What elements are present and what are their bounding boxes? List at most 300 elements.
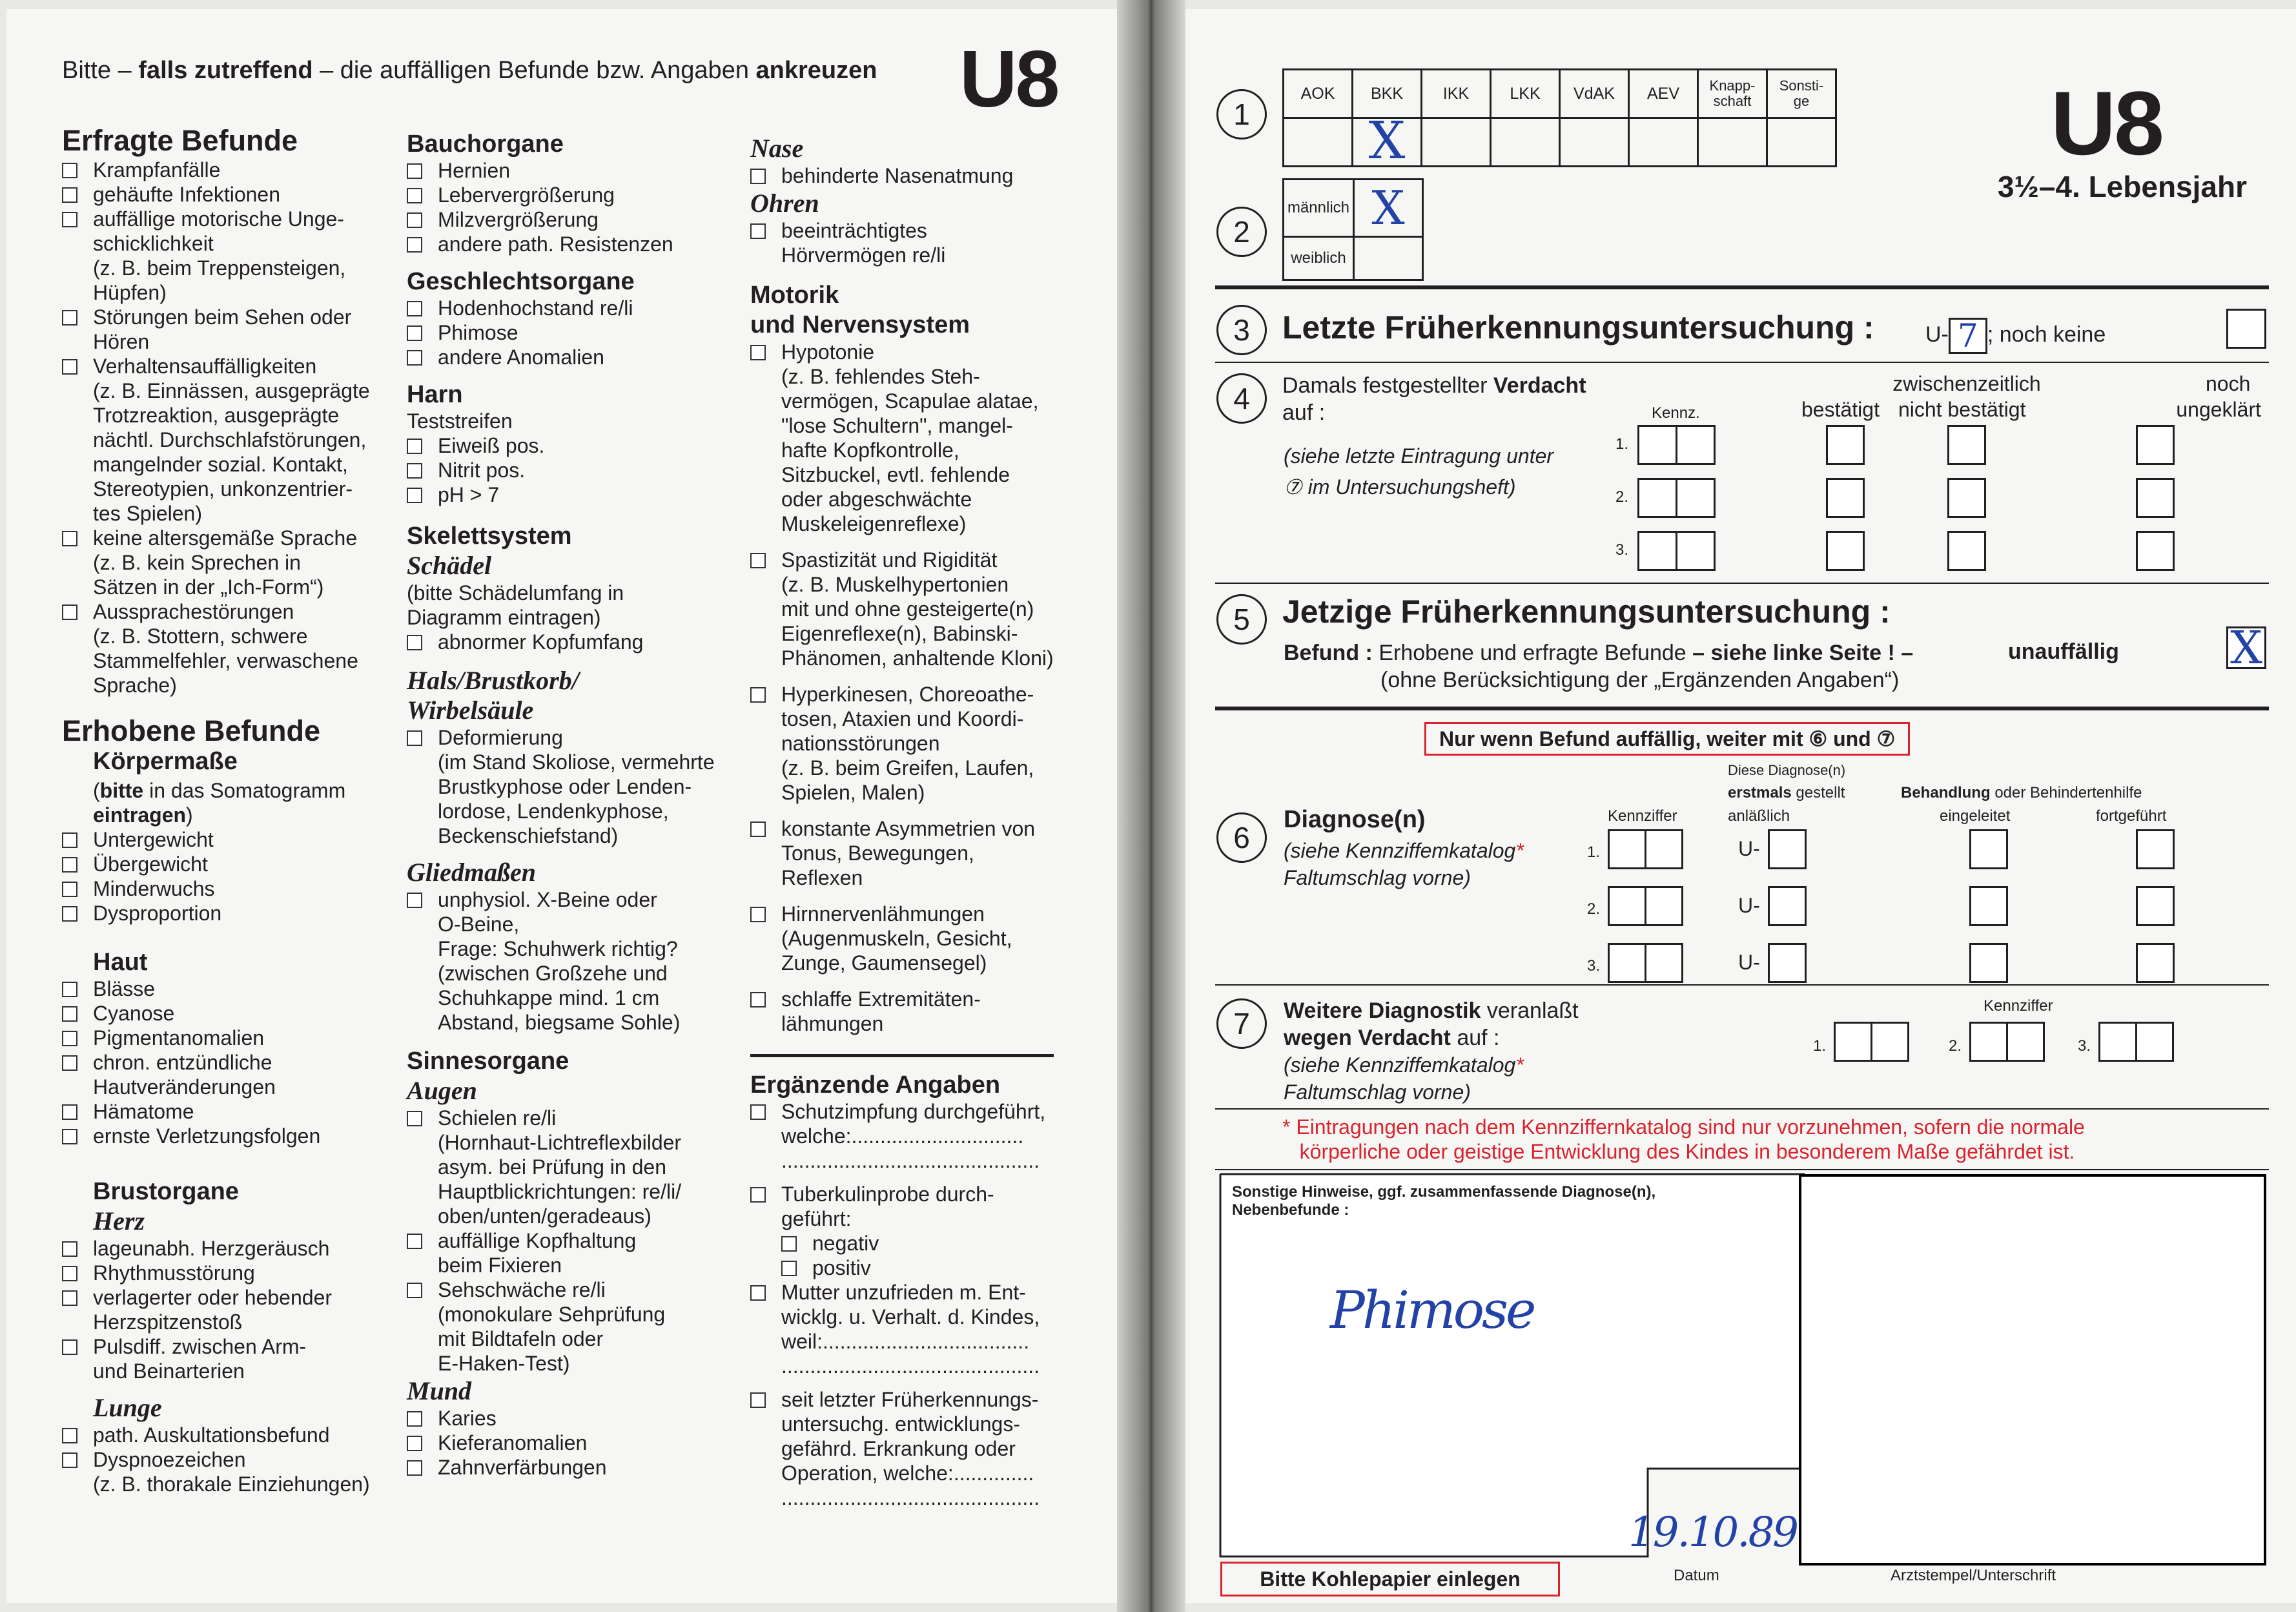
insurer-label: Sonsti- ge — [1767, 70, 1836, 118]
s4-row-number: 1. — [1615, 435, 1629, 453]
sonstige-border — [1220, 1174, 1804, 1556]
checkbox-item[interactable] — [407, 482, 743, 507]
checkbox-item[interactable] — [750, 340, 1099, 536]
s6-row-number: 3. — [1587, 957, 1601, 975]
checkbox-label: Karies — [438, 1407, 497, 1430]
column-2 — [407, 130, 743, 1480]
koerper-list — [62, 827, 398, 925]
checkbox-label: Minderwuchs — [93, 877, 215, 900]
s6-kennziffer: Kennziffer — [1608, 807, 1677, 825]
checkbox-item[interactable] — [407, 725, 743, 848]
checkbox-item[interactable] — [407, 296, 743, 320]
column-1 — [62, 124, 398, 1496]
checkbox[interactable] — [407, 730, 422, 746]
s6-u-label: U- — [1738, 951, 1760, 974]
checkbox[interactable] — [750, 553, 766, 568]
checkbox[interactable] — [62, 1266, 77, 1281]
s7-kennziffer-box-b[interactable] — [1871, 1022, 1909, 1062]
checkbox[interactable] — [62, 212, 77, 227]
harn-title: Harn — [407, 381, 463, 408]
checkbox-item[interactable] — [407, 630, 743, 654]
hals-list — [407, 725, 743, 848]
motorik-title: Motorik und Nervensystem — [750, 282, 970, 338]
sonstige-label: Sonstige Hinweise, ggf. zusammenfassende Diagnose(n), Nebenbefunde : — [1232, 1183, 1656, 1219]
checkbox[interactable] — [750, 1392, 766, 1408]
checkbox-label: Aussprachestörungen (z. B. Stottern, schwere Stammelfehler, verwaschene Sprache) — [93, 600, 358, 697]
ergaenzend-title: Ergänzende Angaben — [750, 1071, 1001, 1099]
checkbox[interactable] — [62, 187, 77, 203]
checkbox-item[interactable] — [407, 1228, 743, 1277]
checkbox[interactable] — [407, 463, 422, 479]
insurer-box[interactable] — [1629, 118, 1698, 167]
section-4-number: 4 — [1216, 373, 1267, 424]
s6-erstmals: erstmals gestellt — [1728, 784, 1845, 801]
checkbox-item[interactable] — [407, 433, 743, 458]
instruction-line: Bitte – falls zutreffend – die auffälligen Befunde bzw. Angaben ankreuzen — [62, 57, 877, 84]
checkbox[interactable] — [62, 1129, 77, 1144]
sinnes-title: Sinnesorgane — [407, 1048, 569, 1075]
checkbox-label: chron. entzündliche Hautveränderungen — [93, 1051, 276, 1099]
gender-male-label: männlich — [1284, 180, 1354, 237]
insurer-box[interactable] — [1767, 118, 1836, 167]
checkbox[interactable] — [750, 1104, 766, 1120]
glied-list — [407, 887, 743, 1035]
section-1-number: 1 — [1216, 89, 1267, 140]
checkbox-item[interactable] — [62, 158, 398, 182]
date-value: 19.10.89 — [1628, 1509, 1797, 1556]
checkbox-label: Phimose — [438, 321, 518, 344]
checkbox-item[interactable] — [62, 1026, 398, 1050]
checkbox-item[interactable] — [781, 1256, 1099, 1280]
harn-list — [407, 433, 743, 507]
checkbox-item[interactable] — [407, 320, 743, 345]
checkbox-label: negativ — [812, 1232, 879, 1255]
checkbox-label: Schielen re/li (Hornhaut-Lichtreflexbilder asym. bei Prüfung in den Hauptblickrichtungen: re/li/ oben/unten/geradeaus) — [438, 1106, 682, 1228]
checkbox-label: Mutter unzufrieden m. Ent- wicklg. u. Verhalt. d. Kindes, weil:.................................... ............................................. — [781, 1281, 1040, 1378]
insurer-label: AEV — [1629, 70, 1698, 118]
insurer-label: AOK — [1284, 70, 1353, 118]
insurer-box[interactable] — [1284, 118, 1353, 167]
s5-unauffaellig-checkbox[interactable] — [2226, 621, 2266, 674]
s4-status-checkbox[interactable] — [2136, 478, 2175, 518]
checkbox-item[interactable] — [407, 232, 743, 256]
checkbox[interactable] — [62, 1339, 77, 1355]
checkbox-label: Pulsdiff. zwischen Arm- und Beinarterien — [93, 1335, 307, 1383]
checkbox-item[interactable] — [62, 1050, 398, 1099]
s6-note: (siehe Kennziffemkatalog* Faltumschlag vorne) — [1284, 839, 1524, 889]
checkbox[interactable] — [62, 359, 77, 375]
koerper-title: Körpermaße — [93, 748, 238, 775]
checkbox-item[interactable] — [750, 548, 1099, 670]
checkbox-label: Dyspnoezeichen — [93, 1448, 246, 1471]
nase-list — [750, 163, 1099, 188]
s7-kennziffer-box-a[interactable] — [1834, 1022, 1872, 1062]
checkbox[interactable] — [407, 1411, 422, 1427]
s6-kennziffer-box-a[interactable] — [1608, 829, 1646, 869]
s7-row-number: 3. — [2078, 1037, 2091, 1055]
checkbox-item[interactable] — [407, 1431, 743, 1455]
checkbox-item[interactable] — [62, 526, 398, 599]
s4-kennz-box-b[interactable] — [1676, 531, 1716, 571]
s7-note: (siehe Kennziffemkatalog* Faltumschlag vorne) — [1284, 1053, 1524, 1104]
checkbox-label: keine altersgemäße Sprache (z. B. kein Sprechen in Sätzen in der „Ich-Form“) — [93, 526, 358, 599]
s4-status-checkbox[interactable] — [1947, 478, 1986, 518]
checkbox-label: gehäufte Infektionen — [93, 183, 281, 206]
checkbox[interactable] — [407, 1111, 422, 1126]
tb-sublist — [750, 1231, 1099, 1280]
herz-list — [62, 1236, 398, 1383]
geschlecht-list — [407, 296, 743, 369]
augen-list — [407, 1106, 743, 1376]
checkbox-item[interactable] — [62, 599, 398, 698]
s4-col-header: zwischenzeitlich — [1892, 372, 2041, 395]
checkbox-label: ernste Verletzungsfolgen — [93, 1124, 321, 1148]
checkbox-label: Verhaltensauffälligkeiten (z. B. Einnässen, ausgeprägte Trotzreaktion, ausgeprägte nächtl. Durchschlafstörungen, mangelnder sozial. Kontakt, Stereotypien, unkonzentrier- tes Spielen) — [93, 355, 370, 525]
checkbox-label: beeinträchtigtes Hörvermögen re/li — [781, 219, 946, 267]
insurer-table — [1282, 68, 1837, 170]
checkbox-item[interactable] — [62, 354, 398, 526]
checkbox-label: abnormer Kopfumfang — [438, 630, 644, 654]
checkbox[interactable] — [62, 982, 77, 997]
checkbox-label: Spastizität und Rigidität (z. B. Muskelhypertonien mit und ohne gesteigerte(n) Eigenreflexe(n), Babinski- Phänomen, anhaltende Kloni) — [781, 548, 1054, 670]
nase-title: Nase — [750, 134, 804, 163]
checkbox-label: Rhythmusstörung — [93, 1261, 255, 1285]
checkbox[interactable] — [62, 1104, 77, 1120]
left-page — [6, 9, 1117, 1603]
insurer-check-row — [1284, 118, 1836, 167]
checkbox[interactable] — [62, 1241, 77, 1257]
checkbox-item[interactable] — [407, 183, 743, 207]
s4-status-checkbox[interactable] — [1826, 531, 1865, 571]
checkbox-item[interactable] — [407, 345, 743, 369]
s7-heading: Weitere Diagnostik veranlaßt wegen Verdacht auf : — [1284, 998, 1579, 1050]
s4-heading: Damals festgestellter Verdacht auf : — [1282, 373, 1586, 425]
s4-kennz-box-a[interactable] — [1637, 425, 1677, 465]
checkbox[interactable] — [62, 832, 77, 848]
koerper-note: (bitte in das Somatogramm eintragen) — [93, 779, 346, 827]
checkbox-item[interactable] — [407, 1406, 743, 1431]
checkbox[interactable] — [62, 906, 77, 922]
s3-none-checkbox[interactable] — [2226, 309, 2266, 349]
checkbox-item[interactable] — [62, 1334, 398, 1383]
checkbox[interactable] — [750, 992, 766, 1008]
checkbox[interactable] — [407, 439, 422, 454]
checkbox-item[interactable] — [750, 1387, 1099, 1510]
checkbox-item[interactable] — [407, 207, 743, 232]
checkbox-item[interactable] — [407, 1277, 743, 1376]
checkbox-label: Sehschwäche re/li (monokulare Sehprüfung mit Bildtafeln oder E-Haken-Test) — [438, 1278, 666, 1375]
s6-u-box[interactable] — [1768, 886, 1807, 926]
ohren-list — [750, 218, 1099, 267]
checkbox-item[interactable] — [407, 158, 743, 183]
schaedel-list — [407, 630, 743, 654]
checkbox[interactable] — [407, 350, 422, 366]
s7-kennziffer: Kennziffer — [1983, 997, 2053, 1015]
checkbox-label: Blässe — [93, 977, 156, 1000]
checkbox[interactable] — [407, 635, 422, 650]
checkbox[interactable] — [62, 1055, 77, 1071]
haut-title: Haut — [93, 949, 148, 976]
checkbox[interactable] — [407, 1460, 422, 1476]
ohren-title: Ohren — [750, 189, 819, 218]
s6-row-number: 1. — [1587, 843, 1601, 861]
checkbox[interactable] — [750, 169, 766, 184]
section-2-number: 2 — [1216, 207, 1267, 257]
s6-fortgefuehrt-checkbox[interactable] — [2136, 829, 2175, 869]
checkbox-item[interactable] — [407, 458, 743, 482]
checkbox-label: lageunabh. Herzgeräusch — [93, 1237, 330, 1260]
checkbox[interactable] — [62, 163, 77, 178]
insurer-box[interactable] — [1560, 118, 1629, 167]
lunge-title: Lunge — [93, 1393, 162, 1422]
checkbox[interactable] — [407, 237, 422, 253]
divider-7 — [1215, 1169, 2269, 1170]
checkbox[interactable] — [750, 345, 766, 360]
checkbox[interactable] — [407, 1234, 422, 1249]
checkbox-label: pH > 7 — [438, 483, 500, 506]
checkbox[interactable] — [407, 163, 422, 179]
checkbox[interactable] — [62, 857, 77, 873]
s4-kennz-box-a[interactable] — [1637, 478, 1677, 518]
insurer-box[interactable] — [1353, 110, 1422, 170]
checkbox-item[interactable] — [750, 1280, 1099, 1378]
checkbox-item[interactable] — [62, 1285, 398, 1334]
checkbox[interactable] — [62, 882, 77, 897]
checkbox-item[interactable] — [62, 852, 398, 876]
checkbox-item[interactable] — [750, 218, 1099, 267]
s4-status-checkbox[interactable] — [2136, 531, 2175, 571]
checkbox-item[interactable] — [62, 976, 398, 1001]
checkbox-item[interactable] — [750, 682, 1099, 805]
checkbox[interactable] — [781, 1261, 797, 1276]
s6-kennziffer-box-a[interactable] — [1608, 886, 1646, 926]
s6-kennziffer-box-b[interactable] — [1645, 943, 1683, 983]
checkbox-item[interactable] — [62, 305, 398, 354]
checkbox-label: verlagerter oder hebender Herzspitzenstoß — [93, 1286, 333, 1334]
schaedel-title: Schädel — [407, 551, 492, 580]
checkbox[interactable] — [407, 188, 422, 203]
checkbox-item[interactable] — [750, 163, 1099, 188]
checkbox-label: unphysiol. X-Beine oder O-Beine, Frage: Schuhwerk richtig? (zwischen Großzehe und Schuhkappe mind. 1 cm Abstand, biegsame Sohle) — [438, 888, 681, 1034]
s4-status-checkbox[interactable] — [1947, 425, 1986, 465]
checkbox-item[interactable] — [62, 1447, 398, 1472]
checkbox-label: Dysproportion — [93, 902, 222, 925]
checkbox-label: Hämatome — [93, 1100, 194, 1123]
checkbox[interactable] — [781, 1236, 797, 1252]
s7-kennziffer-box-a[interactable] — [2098, 1022, 2137, 1062]
herz-title: Herz — [93, 1206, 145, 1235]
checkbox[interactable] — [62, 1290, 77, 1306]
skelett-title: Skelettsystem — [407, 522, 572, 550]
checkbox-label: Hernien — [438, 159, 511, 182]
checkbox[interactable] — [62, 531, 77, 546]
kohlepapier-box: Bitte Kohlepapier einlegen — [1220, 1562, 1560, 1596]
s7-kennziffer-box-b[interactable] — [2135, 1022, 2174, 1062]
s7-row-number: 1. — [1813, 1037, 1827, 1055]
checkbox-item[interactable] — [781, 1231, 1099, 1256]
checkbox-label: Hodenhochstand re/li — [438, 296, 633, 320]
checkbox[interactable] — [62, 1006, 77, 1022]
s4-status-checkbox[interactable] — [1826, 478, 1865, 518]
checkbox[interactable] — [407, 1283, 422, 1298]
checkbox-label: auffällige motorische Unge- schicklichkeit (z. B. beim Treppensteigen, Hüpfen) — [93, 207, 346, 304]
checkbox-item[interactable] — [750, 902, 1099, 975]
section-6-number: 6 — [1216, 812, 1267, 863]
checkbox-item[interactable] — [62, 1423, 398, 1447]
notice-box: Nur wenn Befund auffällig, weiter mit ⑥ und ⑦ — [1424, 722, 1910, 756]
stamp-signature-area[interactable] — [1799, 1174, 2266, 1566]
checkbox-item[interactable] — [62, 1124, 398, 1148]
brust-title: Brustorgane — [93, 1178, 239, 1205]
insurer-box[interactable] — [1422, 118, 1491, 167]
checkbox[interactable] — [750, 1187, 766, 1203]
s4-kennz-box-b[interactable] — [1676, 425, 1716, 465]
checkbox-item[interactable] — [62, 1001, 398, 1026]
s5-title: Jetzige Früherkennungsuntersuchung : — [1282, 594, 1891, 630]
divider-3 — [1215, 583, 2269, 584]
checkbox-label: positiv — [812, 1256, 871, 1279]
divider-6 — [1215, 1108, 2269, 1110]
checkbox[interactable] — [62, 1428, 77, 1443]
divider-2 — [1215, 362, 2269, 363]
s4-status-checkbox[interactable] — [2136, 425, 2175, 465]
checkbox[interactable] — [750, 822, 766, 837]
checkbox-label: Störungen beim Sehen oder Hören — [93, 305, 352, 353]
s4-col-noch: noch — [2206, 372, 2251, 395]
form-code-right: U8 — [2051, 72, 2162, 174]
checkbox[interactable] — [750, 223, 766, 239]
checkbox-item[interactable] — [62, 1261, 398, 1285]
insurer-box[interactable] — [1491, 118, 1560, 167]
checkbox-item[interactable] — [62, 1236, 398, 1261]
section-5-number: 5 — [1216, 594, 1267, 645]
gender-male-mark: X — [1371, 181, 1405, 235]
checkbox[interactable] — [750, 687, 766, 703]
s3-u-box[interactable] — [1949, 318, 1987, 354]
insurer-label: VdAK — [1560, 70, 1629, 118]
s6-eingeleitet-checkbox[interactable] — [1969, 886, 2008, 926]
s6-title: Diagnose(n) — [1284, 806, 1426, 833]
gender-female-box[interactable] — [1354, 237, 1423, 280]
s6-kennziffer-box-a[interactable] — [1608, 943, 1646, 983]
checkbox-item[interactable] — [750, 1182, 1099, 1231]
checkbox[interactable] — [407, 488, 422, 503]
checkbox-item[interactable] — [750, 987, 1099, 1036]
insurer-box[interactable] — [1698, 118, 1767, 167]
s6-u-box[interactable] — [1768, 829, 1807, 869]
s6-u-box[interactable] — [1768, 943, 1807, 983]
s6-fortgefuehrt-checkbox[interactable] — [2136, 943, 2175, 983]
checkbox[interactable] — [407, 326, 422, 341]
checkbox-item[interactable] — [750, 816, 1099, 890]
checkbox-item[interactable] — [407, 1455, 743, 1480]
s4-col-ungeklaert: ungeklärt — [2176, 398, 2261, 421]
divider-1 — [1215, 285, 2269, 289]
s6-eingeleitet-checkbox[interactable] — [1969, 829, 2008, 869]
s6-fortgefuehrt-checkbox[interactable] — [2136, 886, 2175, 926]
lunge-note: (z. B. thorakale Einziehungen) — [93, 1472, 370, 1496]
s6-diese: Diese Diagnose(n) — [1728, 762, 1846, 778]
age-label: 3½–4. Lebensjahr — [1997, 170, 2247, 203]
motorik-list — [750, 340, 1099, 1036]
ergaenzend-list-1 — [750, 1099, 1099, 1231]
s4-kennz-box-b[interactable] — [1676, 478, 1716, 518]
s4-row-number: 3. — [1615, 541, 1629, 559]
s5-unauffaellig-label: unauffällig — [2008, 639, 2119, 664]
checkbox-label: Übergewicht — [93, 852, 208, 876]
insurer-header-row — [1284, 70, 1836, 118]
checkbox[interactable] — [62, 1452, 77, 1468]
checkbox[interactable] — [407, 893, 422, 908]
section-3-number: 3 — [1216, 305, 1267, 355]
checkbox-label: Schutzimpfung durchgeführt, welche:.............................. ............................................. — [781, 1100, 1046, 1172]
mund-list — [407, 1406, 743, 1480]
s4-status-checkbox[interactable] — [1826, 425, 1865, 465]
checkbox-item[interactable] — [62, 207, 398, 305]
gender-male-box[interactable] — [1354, 180, 1423, 237]
checkbox[interactable] — [62, 604, 77, 620]
s6-kennziffer-box-b[interactable] — [1645, 829, 1683, 869]
s7-row-number: 2. — [1949, 1037, 1962, 1055]
checkbox-label: Milzvergrößerung — [438, 208, 599, 231]
lunge-list — [62, 1423, 398, 1472]
checkbox[interactable] — [750, 907, 766, 922]
checkbox-label: Nitrit pos. — [438, 459, 526, 482]
checkbox-item[interactable] — [62, 901, 398, 925]
insurer-label: IKK — [1422, 70, 1491, 118]
s4-kennz-box-a[interactable] — [1637, 531, 1677, 571]
s7-kennziffer-box-a[interactable] — [1969, 1022, 2008, 1062]
checkbox-label: path. Auskultationsbefund — [93, 1423, 330, 1447]
checkbox[interactable] — [407, 301, 422, 316]
checkbox-item[interactable] — [407, 887, 743, 1035]
s7-kennziffer-box-b[interactable] — [2006, 1022, 2045, 1062]
checkbox-item[interactable] — [62, 1099, 398, 1124]
divider-4 — [1215, 707, 2269, 710]
date-label: Datum — [1674, 1567, 1719, 1584]
schaedel-note: (bitte Schädelumfang in Diagramm eintragen) — [407, 581, 624, 629]
s3-last-u: U- 7 ; noch keine — [1925, 317, 2106, 355]
checkbox-label: seit letzter Früherkennungs- untersuchg. entwicklungs- gefährd. Erkrankung oder Operation, welche:.............. ............................................. — [781, 1388, 1040, 1509]
haut-list — [62, 976, 398, 1148]
s4-col-nicht: nicht bestätigt — [1898, 398, 2026, 421]
s6-kennziffer-box-b[interactable] — [1645, 886, 1683, 926]
checkbox[interactable] — [62, 1031, 77, 1046]
s4-note: (siehe letzte Eintragung unter ⑦ im Untersuchungsheft) — [1284, 444, 1554, 499]
checkbox-label: Deformierung (im Stand Skoliose, vermehrte Brustkyphose oder Lenden- lordose, Lendenkyphose, Beckenschiefstand) — [438, 726, 715, 847]
checkbox-label: Untergewicht — [93, 828, 214, 851]
checkbox-label: Tuberkulinprobe durch- geführt: — [781, 1183, 994, 1230]
ergaenzend-list-2 — [750, 1280, 1099, 1510]
checkbox-item[interactable] — [62, 182, 398, 207]
erhobene-title: Erhobene Befunde — [62, 714, 321, 747]
s6-eingeleitet-checkbox[interactable] — [1969, 943, 2008, 983]
s3-u-value: 7 — [1957, 317, 1978, 355]
checkbox-item[interactable] — [750, 1099, 1099, 1173]
checkbox-item[interactable] — [407, 1106, 743, 1228]
checkbox-label: Eiweiß pos. — [438, 434, 545, 457]
checkbox-item[interactable] — [62, 827, 398, 852]
checkbox[interactable] — [407, 1436, 422, 1451]
checkbox[interactable] — [407, 212, 422, 228]
checkbox-item[interactable] — [62, 876, 398, 901]
checkbox[interactable] — [750, 1285, 766, 1301]
checkbox-label: Hirnnervenlähmungen (Augenmuskeln, Gesicht, Zunge, Gaumensegel) — [781, 902, 1012, 975]
glied-title: Gliedmaßen — [407, 858, 536, 887]
ergaenzend-rule — [750, 1054, 1054, 1057]
checkbox[interactable] — [62, 310, 77, 326]
s4-status-checkbox[interactable] — [1947, 531, 1986, 571]
